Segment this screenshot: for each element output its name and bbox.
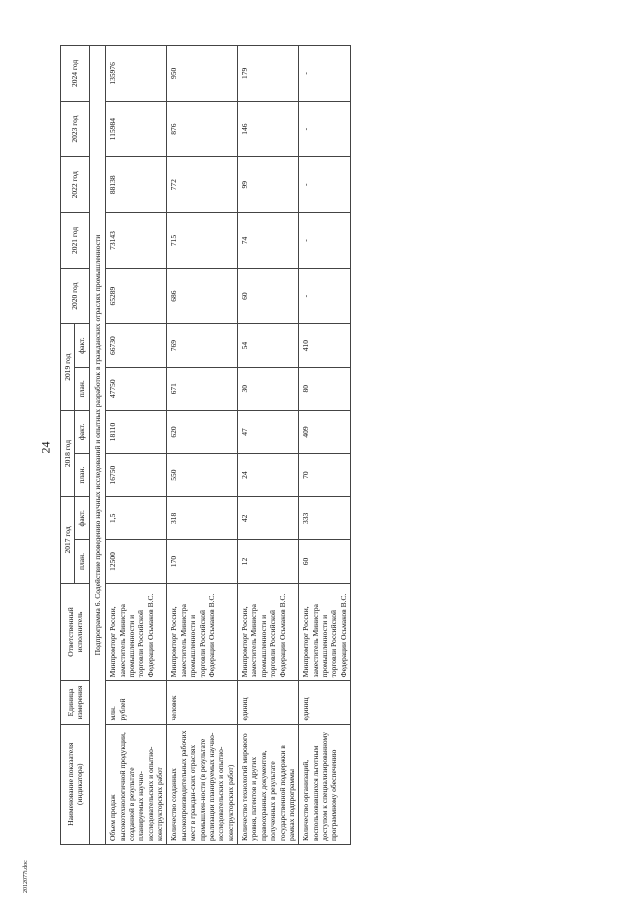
indicators-table bbox=[60, 45, 351, 845]
header-row-years bbox=[61, 46, 75, 845]
value-2019-fact: 410 bbox=[299, 324, 351, 367]
table-row bbox=[299, 46, 351, 845]
header-2023: 2023 год bbox=[61, 101, 90, 157]
value-2022: - bbox=[299, 157, 351, 213]
value-2021: 74 bbox=[238, 213, 299, 269]
indicator-responsible: Минпромторг России, заместитель Министра промышленности и торговли Российской Федерации Осьмаков В.С. bbox=[106, 583, 167, 681]
indicator-responsible: Минпромторг России, заместитель Министра промышленности и торговли Российской Федерации Осьмаков В.С. bbox=[299, 583, 351, 681]
value-2019-plan: 30 bbox=[238, 367, 299, 410]
header-plan-2017: план. bbox=[75, 540, 89, 583]
value-2018-plan: 16750 bbox=[106, 454, 167, 497]
value-2019-fact: 769 bbox=[167, 324, 238, 367]
indicator-unit: единиц bbox=[238, 681, 299, 724]
value-2019-plan: 47750 bbox=[106, 367, 167, 410]
value-2020: - bbox=[299, 268, 351, 324]
header-plan-2018: план. bbox=[75, 454, 89, 497]
subprogram-title: Подпрограмма 6. Содействие проведению научных исследований и опытных разработок в гражданских отраслях промышленности bbox=[89, 46, 105, 845]
rotated-table-container bbox=[60, 45, 560, 845]
value-2022: 88138 bbox=[106, 157, 167, 213]
indicator-unit: единиц bbox=[299, 681, 351, 724]
value-2021: - bbox=[299, 213, 351, 269]
indicator-name: Количество созданных высокопроизводительных рабочих мест в граждан-ских отраслях промышлен-ности (в результате реализации планируемых научно-исследовательских и опытно-конструкторских работ) bbox=[167, 724, 238, 844]
value-2018-plan: 70 bbox=[299, 454, 351, 497]
header-responsible: Ответственный исполнитель bbox=[61, 583, 90, 681]
header-2020: 2020 год bbox=[61, 268, 90, 324]
value-2018-plan: 24 bbox=[238, 454, 299, 497]
indicator-responsible: Минпромторг России, заместитель Министра промышленности и торговли Российской Федерации Осьмаков В.С. bbox=[167, 583, 238, 681]
indicator-unit: млн. рублей bbox=[106, 681, 167, 724]
page-number: 24 bbox=[38, 441, 53, 454]
value-2019-fact: 66730 bbox=[106, 324, 167, 367]
indicator-name: Количество технологий мирового уровня, патентов и других правоохранных документов, полученных в результате государственной поддержки в рамках подпрограммы bbox=[238, 724, 299, 844]
value-2017-plan: 170 bbox=[167, 540, 238, 583]
value-2024: 135976 bbox=[106, 46, 167, 102]
value-2024: - bbox=[299, 46, 351, 102]
subprogram-row bbox=[89, 46, 105, 845]
header-indicator: Наименование показателя (индикатора) bbox=[61, 724, 90, 844]
header-2017: 2017 год bbox=[61, 497, 75, 583]
value-2024: 179 bbox=[238, 46, 299, 102]
table-row bbox=[167, 46, 238, 845]
header-2022: 2022 год bbox=[61, 157, 90, 213]
header-2018: 2018 год bbox=[61, 410, 75, 496]
value-2024: 950 bbox=[167, 46, 238, 102]
value-2019-fact: 54 bbox=[238, 324, 299, 367]
indicator-name: Количество организаций, воспользовавшихся льготным доступом к специализированному программному обеспечению bbox=[299, 724, 351, 844]
value-2017-fact: 333 bbox=[299, 497, 351, 540]
header-unit: Единица измерения bbox=[61, 681, 90, 724]
value-2021: 715 bbox=[167, 213, 238, 269]
value-2017-plan: 60 bbox=[299, 540, 351, 583]
value-2023: 115984 bbox=[106, 101, 167, 157]
value-2018-fact: 409 bbox=[299, 410, 351, 453]
indicator-unit: человек bbox=[167, 681, 238, 724]
value-2017-fact: 1,5 bbox=[106, 497, 167, 540]
header-plan-2019: план. bbox=[75, 367, 89, 410]
value-2018-fact: 47 bbox=[238, 410, 299, 453]
value-2020: 686 bbox=[167, 268, 238, 324]
header-fact-2017: факт. bbox=[75, 497, 89, 540]
table-row bbox=[238, 46, 299, 845]
value-2017-plan: 12500 bbox=[106, 540, 167, 583]
value-2017-fact: 42 bbox=[238, 497, 299, 540]
value-2017-plan: 12 bbox=[238, 540, 299, 583]
header-fact-2019: факт. bbox=[75, 324, 89, 367]
value-2019-plan: 80 bbox=[299, 367, 351, 410]
value-2020: 60 bbox=[238, 268, 299, 324]
value-2018-fact: 18110 bbox=[106, 410, 167, 453]
document-file-code: 2012077i.doc bbox=[23, 860, 29, 893]
value-2018-fact: 620 bbox=[167, 410, 238, 453]
header-2021: 2021 год bbox=[61, 213, 90, 269]
indicator-name: Объем продаж высокотехнологичной продукции, созданной в результате планируемых научно-исследовательских и опытно-конструкторских работ bbox=[106, 724, 167, 844]
header-2024: 2024 год bbox=[61, 46, 90, 102]
value-2023: 146 bbox=[238, 101, 299, 157]
header-2019: 2019 год bbox=[61, 324, 75, 410]
value-2021: 73143 bbox=[106, 213, 167, 269]
table-row bbox=[106, 46, 167, 845]
value-2020: 65289 bbox=[106, 268, 167, 324]
value-2023: 876 bbox=[167, 101, 238, 157]
value-2023: - bbox=[299, 101, 351, 157]
value-2017-fact: 318 bbox=[167, 497, 238, 540]
value-2018-plan: 550 bbox=[167, 454, 238, 497]
header-fact-2018: факт. bbox=[75, 410, 89, 453]
value-2022: 99 bbox=[238, 157, 299, 213]
indicator-responsible: Минпромторг России, заместитель Министра промышленности и торговли Российской Федерации Осьмаков В.С. bbox=[238, 583, 299, 681]
value-2019-plan: 671 bbox=[167, 367, 238, 410]
value-2022: 772 bbox=[167, 157, 238, 213]
